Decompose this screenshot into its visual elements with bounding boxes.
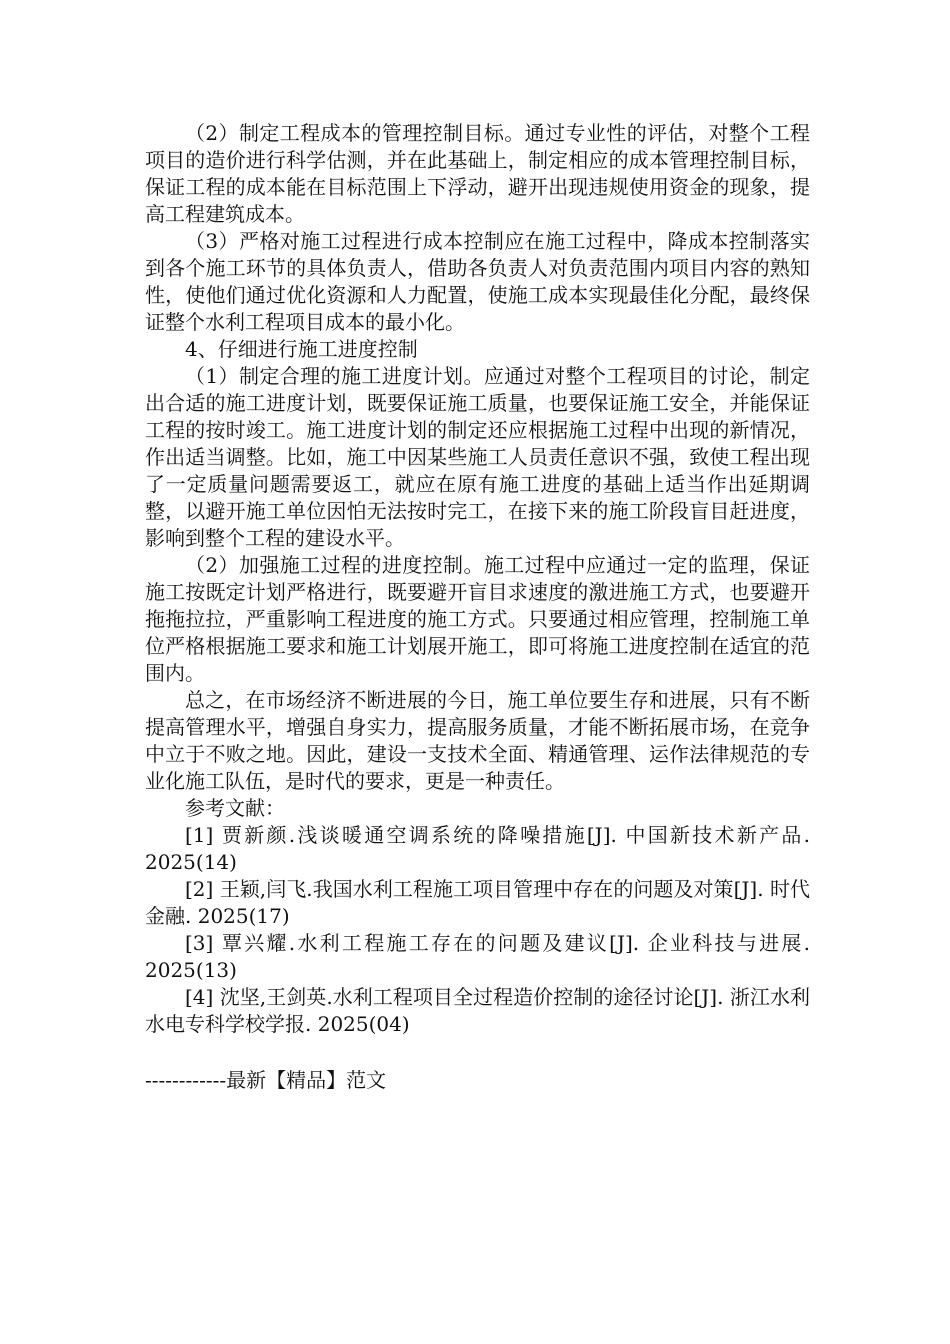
document-body bbox=[145, 120, 810, 1038]
section-heading-schedule: 4、仔细进行施工进度控制 bbox=[185, 337, 418, 361]
reference-item-2: [2] 王颖,闫飞.我国水利工程施工项目管理中存在的问题及对策[J]. 时代金融. 2025(17) bbox=[145, 877, 810, 928]
paragraph-conclusion: 总之，在市场经济不断进展的今日，施工单位要生存和进展，只有不断提高管理水平，增强自身实力，提高服务质量，才能不断拓展市场，在竞争中立于不败之地。因此，建设一支技术全面、精通管理、运作法律规范的专业化施工队伍，是时代的要求，更是一种责任。 bbox=[145, 688, 810, 793]
reference-item-1: [1] 贾新颜.浅谈暖通空调系统的降噪措施[J]. 中国新技术新产品. 2025(14) bbox=[145, 823, 810, 874]
reference-item-4: [4] 沈坚,王剑英.水利工程项目全过程造价控制的途径讨论[J]. 浙江水利水电专科学校学报. 2025(04) bbox=[145, 985, 810, 1036]
paragraph-schedule-plan: （1）制定合理的施工进度计划。应通过对整个工程项目的讨论，制定出合适的施工进度计划，既要保证施工质量，也要保证施工安全，并能保证工程的按时竣工。施工进度计划的制定还应根据施工过程中出现的新情况，作出适当调整。比如，施工中因某些施工人员责任意识不强，致使工程出现了一定质量问题需要返工，就应在原有施工进度的基础上适当作出延期调整，以避开施工单位因怕无法按时完工，在接下来的施工阶段盲目赶进度，影响到整个工程的建设水平。 bbox=[145, 364, 810, 550]
paragraph-schedule-control: （2）加强施工过程的进度控制。施工过程中应通过一定的监理，保证施工按既定计划严格进行，既要避开盲目求速度的激进施工方式，也要避开拖拖拉拉，严重影响工程进度的施工方式。只要通过相应管理，控制施工单位严格根据施工要求和施工计划展开施工，即可将施工进度控制在适宜的范围内。 bbox=[145, 553, 810, 685]
footer-text: ------------最新【精品】范文 bbox=[145, 1068, 387, 1092]
references-title: 参考文献： bbox=[185, 796, 285, 820]
paragraph-cost-target: （2）制定工程成本的管理控制目标。通过专业性的评估，对整个工程项目的造价进行科学估测，并在此基础上，制定相应的成本管理控制目标，保证工程的成本能在目标范围上下浮动，避开出现违规使用资金的现象，提高工程建筑成本。 bbox=[145, 121, 810, 226]
reference-item-3: [3] 覃兴耀.水利工程施工存在的问题及建议[J]. 企业科技与进展. 2025(13) bbox=[145, 931, 810, 982]
paragraph-cost-control: （3）严格对施工过程进行成本控制应在施工过程中，降成本控制落实到各个施工环节的具体负责人，借助各负责人对负责范围内项目内容的熟知性，使他们通过优化资源和人力配置，使施工成本实现最佳化分配，最终保证整个水利工程项目成本的最小化。 bbox=[145, 229, 810, 334]
